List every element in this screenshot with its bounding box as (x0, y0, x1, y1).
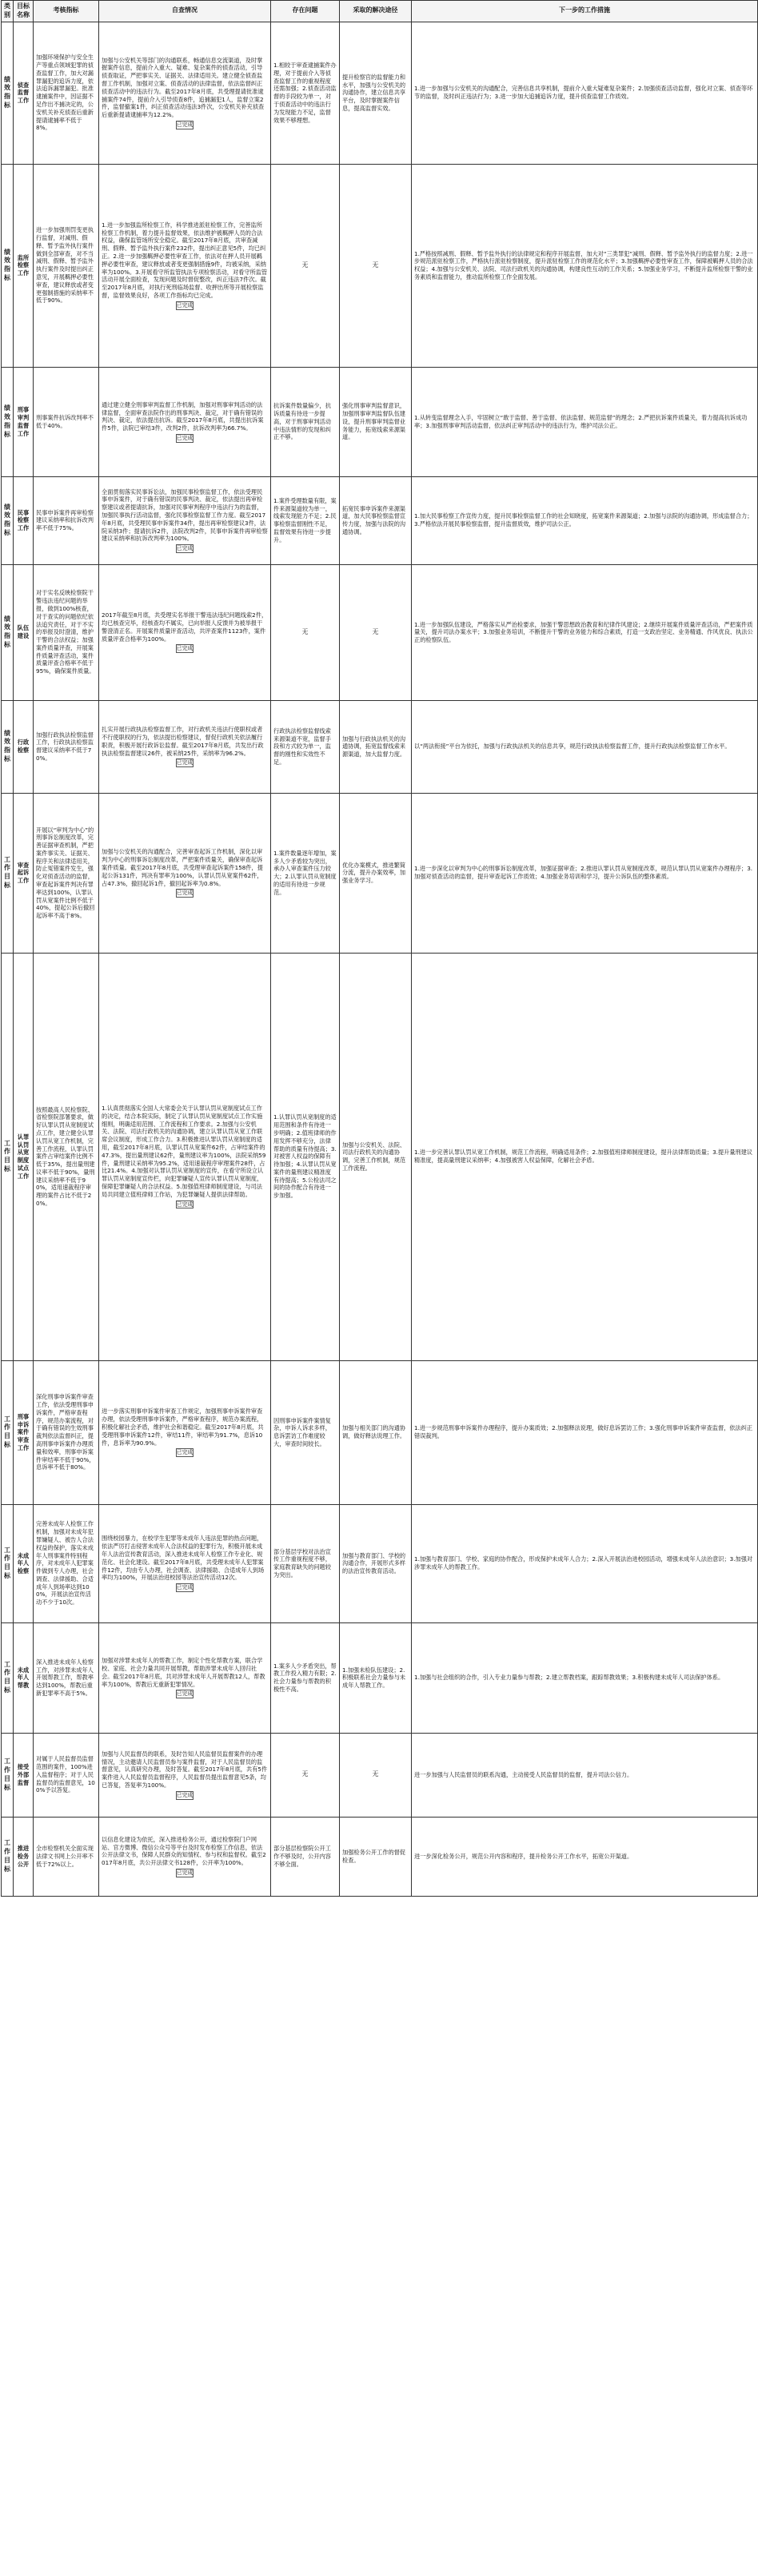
row-category: 绩效指标 (2, 564, 14, 700)
row-problems: 1.案多人少矛盾突出，帮教工作投入精力有限；2.社会力量参与帮教的积极性不高。 (271, 1622, 340, 1733)
table-row (2, 22, 758, 164)
row-solutions: 拓宽民事申诉案件来源渠道，加大民事检察监督宣传力度，加强与法院的沟通协调。 (340, 476, 412, 564)
status-badge: 已完成 (176, 1584, 193, 1591)
row-self-check: 以信息化建设为依托，深入推进检务公开，通过检察院门户网站、官方微博、微信公众号等平台及时发布检察工作信息，依法公开法律文书，保障人民群众的知情权、参与权和监督权。截至2017年8月底，共公开法律文书128件，公开率为100%。 (102, 1835, 266, 1867)
row-next-steps: 1.进一步完善认罪认罚从宽工作机制，规范工作流程，明确适用条件；2.加强值班律师制度建设，提升法律帮助质量；3.提升量刑建议精准度，提高量刑建议采纳率；4.加强被害人权益保障，化解社会矛盾。 (412, 953, 758, 1360)
row-problems: 因刑事申诉案件案情复杂，申诉人诉求多样，息诉罢访工作难度较大，审查时间较长。 (271, 1360, 340, 1504)
row-solutions: 强化刑事审判监督意识，加强刑事审判监督队伍建设，提升刑事审判监督业务能力，拓宽线索来源渠道。 (340, 367, 412, 476)
status-badge: 已完成 (176, 1690, 193, 1698)
row-self-check-cell (99, 1733, 271, 1817)
row-self-check-cell (99, 564, 271, 700)
row-goal: 行政检察 (14, 700, 34, 793)
row-category: 工作目标 (2, 793, 14, 953)
row-category: 绩效指标 (2, 476, 14, 564)
row-category: 绩效指标 (2, 22, 14, 164)
table-row (2, 476, 758, 564)
row-next-steps: 以“两法衔接”平台为依托，加强与行政执法机关的信息共享，规范行政执法检察监督工作，提升行政执法检察监督工作水平。 (412, 700, 758, 793)
status-badge: 已完成 (176, 1791, 193, 1798)
status-badge: 已完成 (176, 890, 193, 897)
table-row (2, 793, 758, 953)
table-row (2, 1817, 758, 1896)
row-indicator: 对属于人民监督员监督范围的案件，100%进入监督程序；对于人民监督员的监督意见，100%予以答复。 (34, 1733, 99, 1817)
row-goal: 监所检察工作 (14, 164, 34, 367)
row-self-check-cell (99, 1504, 271, 1622)
status-badge: 已完成 (176, 545, 193, 552)
row-solutions: 加强检务公开工作的督促检查。 (340, 1817, 412, 1896)
header-goal: 目标名称 (14, 1, 34, 22)
row-goal: 刑事申诉案件审查工作 (14, 1360, 34, 1504)
row-self-check-cell (99, 700, 271, 793)
row-next-steps: 1.加大民事检察工作宣传力度，提升民事检察监督工作的社会知晓度，拓宽案件来源渠道；2.加强与法院的沟通协调，形成监督合力；3.严格依法开展民事检察监督，提升监督质效，维护司法公正。 (412, 476, 758, 564)
row-solutions: 加强与行政执法机关的沟通协调，拓宽监督线索来源渠道，加大监督力度。 (340, 700, 412, 793)
status-badge: 已完成 (176, 434, 193, 441)
header-self-check: 自查情况 (99, 1, 271, 22)
row-solutions: 加强与教育部门、学校的沟通合作，开展形式多样的法治宣传教育活动。 (340, 1504, 412, 1622)
row-goal: 审查起诉工作 (14, 793, 34, 953)
row-self-check: 扎实开展行政执法检察监督工作，对行政机关违法行使职权或者不行使职权的行为，依法提出检察建议，督促行政机关依法履行职责，积极开展行政诉讼监督。截至2017年8月底，共发出行政执法检察监督建议26件，被采纳25件，采纳率为96.2%。 (102, 726, 264, 757)
row-problems: 部分基层检察院公开工作不够及时，公开内容不够全面。 (271, 1817, 340, 1896)
row-category: 工作目标 (2, 1817, 14, 1896)
row-category: 绩效指标 (2, 700, 14, 793)
table-row (2, 1504, 758, 1622)
row-goal: 认罪认罚从宽制度试点工作 (14, 953, 34, 1360)
row-self-check-cell (99, 367, 271, 476)
table-header-row (2, 1, 758, 22)
row-indicator: 深入推进未成年人检察工作，对涉罪未成年人开展帮教工作，帮教率达到100%，帮教后重新犯罪率不高于5%。 (34, 1622, 99, 1733)
status-badge: 已完成 (176, 1869, 193, 1876)
row-indicator: 开展以“审判为中心”的刑事诉讼制度改革，完善证据审查机制，严把案件事实关、证据关、程序关和法律适用关，防止冤错案件发生，强化对侦查活动的监督，审查起诉案件判决有罪率达到100%，认罪认罚从宽案件比例不低于40%，提起公诉后撤回起诉率不高于8%。 (34, 793, 99, 953)
table-row (2, 1733, 758, 1817)
row-next-steps: 进一步加强与人民监督员的联系沟通，主动接受人民监督员的监督，提升司法公信力。 (412, 1733, 758, 1817)
status-badge: 已完成 (176, 1449, 193, 1456)
evaluation-table (1, 0, 758, 1897)
row-problems: 部分基层学校对法治宣传工作重视程度不够，家庭教育缺失的问题较为突出。 (271, 1504, 340, 1622)
table-row (2, 1360, 758, 1504)
status-badge: 已完成 (176, 121, 193, 128)
row-goal: 未成年人帮教 (14, 1622, 34, 1733)
row-next-steps: 1.进一步深化以审判为中心的刑事诉讼制度改革，加强证据审查；2.推进认罪认罚从宽制度改革，规范认罪认罚从宽案件办理程序；3.加强对侦查活动的监督，提升审查起诉工作质效；4.加强业务培训和学习，提升公诉队伍的整体素质。 (412, 793, 758, 953)
row-self-check: 通过建立健全刑事审判监督工作机制，加强对刑事审判活动的法律监督，全面审查法院作出的刑事判决、裁定，对于确有错误的判决、裁定，依法提出抗诉。截至2017年8月底，共提出抗诉案件5件，法院已审结3件，改判2件，抗诉改判率为66.7%。 (102, 400, 264, 432)
row-solutions: 无 (340, 564, 412, 700)
row-category: 工作目标 (2, 1622, 14, 1733)
row-next-steps: 1.加强与社会组织的合作，引入专业力量参与帮教；2.建立帮教档案，跟踪帮教效果；3.积极构建未成年人司法保护体系。 (412, 1622, 758, 1733)
row-goal: 民事检察工作 (14, 476, 34, 564)
row-problems: 1.相较于审查逮捕案件办理，对于提前介入等侦查监督工作的重视程度还需加强；2.侦查活动监督的手段较为单一，对于侦查活动中的违法行为发现能力不足，监督效果不够理想。 (271, 22, 340, 164)
row-problems: 无 (271, 564, 340, 700)
row-self-check-cell (99, 1817, 271, 1896)
row-solutions: 提升检察官的监督能力和水平，加强与公安机关的沟通协作，建立信息共享平台，及时掌握案件信息，提高监督实效。 (340, 22, 412, 164)
row-solutions: 加强与相关部门的沟通协调，做好释法说理工作。 (340, 1360, 412, 1504)
row-self-check-cell (99, 953, 271, 1360)
row-next-steps: 进一步深化检务公开，规范公开内容和程序，提升检务公开工作水平，拓宽公开渠道。 (412, 1817, 758, 1896)
status-badge: 已完成 (176, 759, 193, 766)
row-category: 工作目标 (2, 1504, 14, 1622)
row-indicator: 对于实名反映检察院干警违法违纪问题的举报，做到100%核查，对于查实的问题依纪依法追究责任，对于不实的举报及时澄清，维护干警的合法权益；加强案件质量评查，开展案件质量评查活动，案件质量评查合格率不低于95%，确保案件质量。 (34, 564, 99, 700)
row-self-check: 加强与公安机关的沟通配合，完善审查起诉工作机制，深化以审判为中心的刑事诉讼制度改革，严把案件质量关，确保审查起诉案件质量。截至2017年8月底，共受理审查起诉案件158件，提起公诉131件，判决有罪率为100%，认罪认罚从宽案件62件，占47.3%，撤回起诉1件，撤回起诉率为0.8%。 (102, 848, 263, 887)
row-indicator: 完善未成年人检察工作机制，加强对未成年犯罪嫌疑人、被告人合法权益的保护，落实未成年人刑事案件特别程序，对未成年人犯罪案件做到专人办理，社会调查、法律援助、合适成年人到场率达到100%，开展法治宣传活动不少于10次。 (34, 1504, 99, 1622)
row-indicator: 加强环境保护与安全生产等重点领域犯罪的侦查监督工作，加大对漏罪漏犯的追诉力度，依法追诉漏罪漏犯。批准逮捕案件中，因证据不足作出不捕决定的，公安机关补充侦查后重新提请逮捕率不低于8%。 (34, 22, 99, 164)
row-self-check-cell (99, 793, 271, 953)
status-badge: 已完成 (176, 1200, 193, 1208)
row-indicator: 加强行政执法检察监督工作，行政执法检察监督建议采纳率不低于70%。 (34, 700, 99, 793)
row-indicator: 进一步加强刑罚变更执行监督，对减刑、假释、暂予监外执行案件做到全部审查，对不当减刑、假释、暂予监外执行案件及时提出纠正意见，开展羁押必要性审查，建议释放或者变更强制措施的采纳率不低于90%。 (34, 164, 99, 367)
row-goal: 侦查监督工作 (14, 22, 34, 164)
row-goal: 推进检务公开 (14, 1817, 34, 1896)
row-category: 绩效指标 (2, 367, 14, 476)
row-self-check: 全面贯彻落实民事诉讼法，加强民事检察监督工作，依法受理民事申诉案件，对于确有错误的民事判决、裁定，依法提出再审检察建议或者提请抗诉，加强对民事审判程序中违法行为的监督，加强民事执行活动监督，强化民事检察监督工作力度。截至2017年8月底，共受理民事申诉案件34件，提出再审检察建议3件，法院采纳3件；提请抗诉2件，法院改判2件，民事申诉案件再审检察建议采纳率和抗诉改判率为100%。 (102, 488, 268, 543)
row-next-steps: 1.严格按照减刑、假释、暂予监外执行的法律规定和程序开展监督，加大对“三类罪犯”减刑、假释、暂予监外执行的监督力度；2.进一步规范派驻检察工作，严格执行派驻检察制度，提升派驻检察工作的规范化水平；3.加强羁押必要性审查工作，保障被羁押人员的合法权益；4.加强与公安机关、法院、司法行政机关的沟通协调，构建良性互动的工作关系；5.加强业务学习，不断提升监所检察干警的业务素质和监督能力，推动监所检察工作全面发展。 (412, 164, 758, 367)
row-indicator: 按照最高人民检察院、省检察院部署要求，做好认罪认罚从宽制度试点工作，建立健全认罪认罚从宽工作机制，完善工作流程，认罪认罚案件占审结案件比例不低于35%，提出量刑建议率不低于90%，量刑建议采纳率不低于90%，适用速裁程序审理的案件占比不低于20%。 (34, 953, 99, 1360)
header-solutions: 采取的解决途径 (340, 1, 412, 22)
row-problems: 行政执法检察监督线索来源渠道不宽，监督手段和方式较为单一，监督的刚性和实效性不足。 (271, 700, 340, 793)
header-next-steps: 下一步的工作措施 (412, 1, 758, 22)
row-problems: 无 (271, 164, 340, 367)
header-problems: 存在问题 (271, 1, 340, 22)
row-next-steps: 1.进一步加强队伍建设，严格落实从严治检要求，加强干警思想政治教育和纪律作风建设；2.继续开展案件质量评查活动，严把案件质量关，提升司法办案水平；3.加强业务培训，不断提升干警的业务能力和综合素质，打造一支政治坚定、业务精通、作风优良、执法公正的检察队伍。 (412, 564, 758, 700)
row-self-check: 加强与公安机关等部门的沟通联系，畅通信息交流渠道，及时掌握案件信息，提前介入重大、疑难、复杂案件的侦查活动，引导侦查取证，严把事实关、证据关、法律适用关。建立健全侦查监督工作机制，加强对立案、侦查活动的法律监督，依法监督纠正侦查活动中的违法行为。截至2017年8月底，共受理提请批准逮捕案件74件，提前介入引导侦查8件，追捕漏犯1人，监督立案2件，监督撤案1件，纠正侦查活动违法3件次，公安机关补充侦查后重新提请逮捕率为12.2%。 (102, 56, 265, 119)
row-indicator: 刑事案件抗诉改判率不低于40%。 (34, 367, 99, 476)
row-problems: 无 (271, 1733, 340, 1817)
row-goal: 接受外部监督 (14, 1733, 34, 1817)
row-goal: 队伍建设 (14, 564, 34, 700)
table-row (2, 164, 758, 367)
row-indicator: 深化刑事申诉案件审查工作，依法受理刑事申诉案件，严格审查程序，规范办案流程，对于确有错误的生效刑事裁判依法监督纠正，提高刑事申诉案件办理质量和效率，刑事申诉案件审结率不低于90%，息诉率不低于80%。 (34, 1360, 99, 1504)
row-category: 工作目标 (2, 953, 14, 1360)
row-self-check-cell (99, 22, 271, 164)
header-indicator: 考核指标 (34, 1, 99, 22)
row-self-check-cell (99, 1622, 271, 1733)
row-self-check-cell (99, 164, 271, 367)
row-next-steps: 1.进一步加强与公安机关的沟通配合，完善信息共享机制，提前介入重大疑难复杂案件；2.加强侦查活动监督，强化对立案、侦查等环节的监督，及时纠正违法行为；3.进一步加大追捕追诉力度，提升侦查监督工作质效。 (412, 22, 758, 164)
row-goal: 未成年人检察 (14, 1504, 34, 1622)
row-self-check: 加强与人民监督员的联系，及时告知人民监督员监督案件的办理情况，主动邀请人民监督员参与案件监督，对于人民监督员的监督意见，认真研究办理，及时答复。截至2017年8月底，共有5件案件进入人民监督员监督程序，人民监督员提出监督意见5条，均已答复，答复率为100%。 (102, 1750, 268, 1789)
row-self-check: 2017年截至8月底，共受理实名举报干警违法违纪问题线索2件，均已核查完毕，经核查均不属实，已向举报人反馈并为被举报干警澄清正名。开展案件质量评查活动，共评查案件1123件，案件质量评查合格率为100%。 (102, 611, 268, 643)
status-badge: 已完成 (176, 645, 193, 652)
row-solutions: 加强与公安机关、法院、司法行政机关的沟通协调，完善工作机制，规范工作流程。 (340, 953, 412, 1360)
row-self-check: 1.进一步加强监所检察工作，科学推进派驻检察工作，完善监所检察工作机制，着力提升监督效果，依法维护被羁押人员的合法权益，确保监管场所安全稳定。截至2017年8月底，共审查减刑、假释、暂予监外执行案件232件，提出纠正意见5件，均已纠正。2.进一步加强羁押必要性审查工作，依法对在押人员开展羁押必要性审查，建议释放或者变更强制措施9件，均被采纳，采纳率为100%。3.开展看守所监管执法专项检察活动，对看守所监管活动开展全面检查，发现问题及时督促整改，纠正违法7件次。截至2017年8月底，对执行死刑临场监督、收押出所等开展检察监督，监督效果良好，各项工作指标均已完成。 (102, 221, 268, 299)
row-solutions: 1.加强未检队伍建设；2.积极联系社会力量参与未成年人帮教工作。 (340, 1622, 412, 1733)
row-problems: 1.认罪认罚从宽制度的适用范围和条件有待进一步明确；2.值班律师的作用发挥不够充分，法律帮助的质量有待提高；3.对被害人权益的保障有待加强；4.认罪认罚从宽案件的量刑建议精准度有待提高；5.公检法司之间的协作配合有待进一步加强。 (271, 953, 340, 1360)
table-row (2, 367, 758, 476)
row-self-check-cell (99, 1360, 271, 1504)
table-row (2, 953, 758, 1360)
row-solutions: 无 (340, 1733, 412, 1817)
row-self-check: 围绕校园暴力，在校学生犯罪等未成年人违法犯罪的热点问题，依法严厉打击侵害未成年人合法权益的犯罪行为，积极开展未成年人法治宣传教育活动，深入推进未成年人检察工作专业化、规范化、社会化建设。截至2017年8月底，共受理未成年人犯罪案件12件，均由专人办理，社会调查、法律援助、合适成年人到场率均为100%，开展法治进校园等法治宣传活动12次。 (102, 1535, 265, 1582)
status-badge: 已完成 (176, 301, 193, 309)
row-problems: 1.案件数量逐年增加，案多人少矛盾较为突出，承办人审查案件压力较大；2.认罪认罚从宽制度的适用有待进一步规范。 (271, 793, 340, 953)
row-goal: 刑事审判监督工作 (14, 367, 34, 476)
table-row (2, 1622, 758, 1733)
table-row (2, 700, 758, 793)
row-next-steps: 1.从转变监督理念入手，牢固树立“敢于监督、善于监督、依法监督、规范监督”的理念；2.严把抗诉案件质量关，着力提高抗诉成功率；3.加强刑事审判活动监督，依法纠正审判活动中的违法行为，维护司法公正。 (412, 367, 758, 476)
table-row (2, 564, 758, 700)
row-next-steps: 1.加强与教育部门、学校、家庭的协作配合，形成保护未成年人合力；2.深入开展法治进校园活动，增强未成年人法治意识；3.加强对涉罪未成年人的帮教工作。 (412, 1504, 758, 1622)
row-indicator: 民事申诉案件再审检察建议采纳率和抗诉改判率不低于75%。 (34, 476, 99, 564)
row-indicator: 全市检察机关全面实现法律文书网上公开率不低于72%以上。 (34, 1817, 99, 1896)
row-self-check: 进一步落实刑事申诉案件审查工作规定，加强刑事申诉案件审查办理，依法受理刑事申诉案件，严格审查程序，规范办案流程，积极化解社会矛盾，维护社会和谐稳定。截至2017年8月底，共受理刑事申诉案件12件，审结11件，审结率为91.7%，息诉10件，息诉率为90.9%。 (102, 1407, 264, 1447)
row-category: 绩效指标 (2, 164, 14, 367)
row-category: 工作目标 (2, 1733, 14, 1817)
row-self-check: 1.认真贯彻落实全国人大常委会关于认罪认罚从宽制度试点工作的决定，结合本院实际，制定了认罪认罚从宽制度试点工作实施细则，明确适用范围、工作流程和工作要求。2.加强与公安机关、法院、司法行政机关的沟通协调，建立认罪认罚从宽工作联席会议制度，形成工作合力。3.积极推进认罪认罚从宽制度的适用，截至2017年8月底，认罪认罚从宽案件62件，占审结案件的47.3%，提出量刑建议62件，量刑建议率为100%，法院采纳59件，量刑建议采纳率为95.2%，适用速裁程序审理案件28件，占比21.4%。4.加强对认罪认罚从宽制度的宣传，在看守所设立认罪认罚从宽制度宣传栏，向犯罪嫌疑人宣传认罪认罚从宽制度，保障犯罪嫌疑人的合法权益。5.加强值班律师制度建设，与司法局共同建立值班律师工作站，为犯罪嫌疑人提供法律帮助。 (102, 1105, 266, 1198)
row-problems: 1.案件受理数量有限，案件来源渠道较为单一，线索发现能力不足；2.民事检察监督刚性不足，监督效果有待进一步提升。 (271, 476, 340, 564)
row-solutions: 优化办案模式，推进繁简分流，提升办案效率，加强业务学习。 (340, 793, 412, 953)
row-next-steps: 1.进一步规范刑事申诉案件办理程序，提升办案质效；2.加强释法说理，做好息诉罢访工作；3.强化刑事申诉案件审查监督，依法纠正错误裁判。 (412, 1360, 758, 1504)
row-category: 工作目标 (2, 1360, 14, 1504)
row-solutions: 无 (340, 164, 412, 367)
header-category: 类别 (2, 1, 14, 22)
row-self-check: 加强对涉罪未成年人的帮教工作，制定个性化帮教方案，联合学校、家庭、社会力量共同开展帮教，帮助涉罪未成年人回归社会。截至2017年8月底，共对涉罪未成年人开展帮教12人，帮教率为100%，帮教后无重新犯罪情况。 (102, 1657, 265, 1688)
row-problems: 抗诉案件数量偏少，抗诉质量有待进一步提高，对于刑事审判活动中违法情形的发现和纠正不够。 (271, 367, 340, 476)
row-self-check-cell (99, 476, 271, 564)
